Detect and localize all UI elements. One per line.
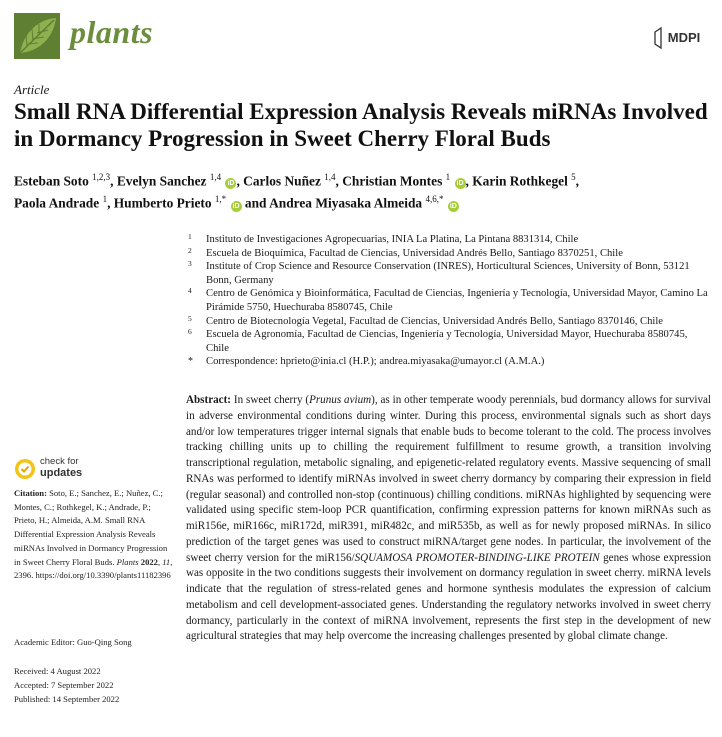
author-affiliation-marker: 1: [102, 194, 108, 205]
author-affiliation-marker: 1: [445, 172, 451, 182]
orcid-icon[interactable]: iD: [456, 180, 464, 188]
author-name: Karin Rothkegel: [472, 173, 568, 189]
publisher-logo: [652, 26, 710, 50]
affiliation-number: *: [188, 356, 193, 368]
affiliation-item: [186, 328, 711, 355]
citation-text: 11: [162, 556, 171, 567]
orcid-icon[interactable]: iD: [449, 202, 457, 210]
affiliation-number: 1: [188, 232, 192, 241]
date-published: Published: 14 September 2022: [14, 694, 120, 704]
affiliation-item: [186, 233, 711, 247]
affiliation-item: [186, 260, 711, 287]
affiliation-number: 2: [188, 245, 192, 255]
abstract-text: SQUAMOSA PROMOTER-BINDING-LIKE PROTEIN: [354, 551, 600, 564]
affiliation-number: 4: [188, 286, 192, 296]
affiliation-item: [186, 355, 711, 369]
affiliation-text: Centro de Genómica y Bioinformática, Facultad de Ciencias, Ingeniería y Tecnología, Universidad Mayor, Camino La Pirámide 5750, Huechuraba 8580745, Chile: [206, 288, 708, 313]
author-affiliation-marker: 5: [571, 172, 576, 182]
publisher-name: MDPI: [667, 30, 701, 45]
article-title: Small RNA Differential Expression Analysis Reveals miRNAs Involved in Dormancy Progression in Sweet Cherry Floral Buds: [14, 99, 708, 151]
affiliation-text: Instituto de Investigaciones Agropecuarias, INIA La Platina, La Pintana 8831314, Chile: [206, 234, 579, 245]
author-name: Humberto Prieto: [113, 195, 212, 211]
check-for-updates-button[interactable]: [14, 455, 114, 483]
journal-logo: [14, 13, 60, 59]
author-name: Carlos Nuñez: [243, 173, 321, 189]
author-separator: and: [241, 195, 270, 211]
author-separator: ,: [465, 173, 473, 189]
abstract-text: Prunus avium: [309, 394, 372, 406]
citation-text: 2022: [140, 556, 158, 567]
affiliation-text: Escuela de Bioquímica, Facultad de Ciencias, Universidad Andrés Bello, Santiago 8370251, Chile: [206, 247, 623, 259]
affiliation-item: [186, 247, 711, 261]
citation-text: Soto, E.; Sanchez, E.; Nuñez, C.; Montes, C.; Rothkegel, K.; Andrade, P.; Prieto, H.; Almeida, A.M. Small RNA Differential Expression Analysis Reveals miRNAs Involved in Dormancy Progression in Sweet Cherry Floral Buds.: [14, 488, 168, 567]
orcid-icon[interactable]: iD: [227, 180, 235, 188]
author-name: Christian Montes: [342, 173, 443, 189]
author-affiliation-marker: 1,*: [214, 194, 227, 205]
affiliation-number: 3: [188, 259, 192, 269]
author-separator: ,: [107, 195, 114, 211]
affiliations: [186, 233, 711, 369]
abstract-text: ), as in other temperate woody perennials, bud dormancy allows for survival in adverse environmental conditions during winter. During this process, environmental signals such as short days and/or low temperatures trigger internal signals that enable buds to become tolerant to the cold. The process involves tracking chilling units up to chilling the requirement fulfillment to resume growth, a transition involving transcriptional regulation, metabolic signaling, and epigenetic-related regulatory events. Massive sequencing of small RNAs was performed to identify miRNAs involved in sweet cherry dormancy by comparing their expression in field (regular seasonal) and controlled non-stop (continuous) chilling conditions. miRNAs highlighted by sequencing were validated using specific stem-loop PCR quantification, confirming expression patterns for known miRNAs such as miR156e, miR166c, miR172d, miR391, miR482c, and miR535b, as well as for newly proposed miRNAs. In silico prediction of the target genes was used to construct miRNA/target gene nodes. In particular, the involvement of the sweet cherry version for the miR156/: [186, 394, 712, 564]
journal-name: plants: [70, 14, 154, 50]
author-affiliation-marker: 1,2,3: [92, 172, 111, 182]
author-name: Esteban Soto: [14, 173, 89, 189]
date-received: Received: 4 August 2022: [14, 666, 101, 676]
academic-editor: Academic Editor: Guo-Qing Song: [14, 637, 132, 647]
leaf-icon: [14, 13, 60, 59]
abstract: [186, 393, 711, 645]
citation-label: Citation:: [14, 488, 47, 498]
affiliation-text: Correspondence: hprieto@inia.cl (H.P.); andrea.miyasaka@umayor.cl (A.M.A.): [206, 356, 545, 368]
abstract-text: In sweet cherry (: [230, 394, 310, 406]
author-list: [14, 168, 714, 213]
abstract-label: Abstract:: [186, 394, 231, 406]
affiliation-text: Centro de Biotecnología Vegetal, Facultad de Ciencias, Universidad Andrés Bello, Santiago 8370146, Chile: [206, 315, 664, 327]
author-separator: ,: [110, 173, 117, 189]
citation-text: ,: [157, 556, 163, 567]
author-affiliation-marker: 1,4: [209, 172, 222, 182]
author-name: Paola Andrade: [14, 195, 100, 211]
author-name: Evelyn Sanchez: [116, 173, 207, 189]
citation-text: , 2396. https://doi.org/10.3390/plants11182396: [14, 556, 173, 581]
orcid-icon[interactable]: iD: [232, 202, 240, 210]
author-affiliation-marker: 1,4: [324, 172, 336, 182]
author-affiliation-marker: 4,6,*: [425, 194, 444, 205]
author-separator: ,: [335, 173, 343, 189]
check-updates-line2: updates: [40, 467, 83, 479]
author-name: Andrea Miyasaka Almeida: [269, 195, 423, 211]
affiliation-number: 5: [188, 313, 192, 323]
affiliation-item: [186, 287, 711, 314]
author-separator: ,: [575, 173, 580, 189]
check-updates-icon: [14, 458, 36, 480]
abstract-text: genes whose expression was opposite in the two conditions suggests their involvement on dormancy regulation in sweet cherry. miRNA levels indicate that the regulation of stress-related genes and hormone synthesis modulates the expression of calcium metabolism and cell development-associated genes. Understanding the regulatory networks involved in sweet cherry dormancy, particularly in the context of miRNA involvement, represents the first step in the development of new agricultural strategies that may help overcome the increasing challenges presented by global climate change.: [186, 551, 711, 643]
citation-text: Plants: [116, 556, 139, 567]
citation-block: [14, 487, 174, 583]
affiliation-item: [186, 315, 711, 329]
date-accepted: Accepted: 7 September 2022: [14, 680, 114, 690]
affiliation-text: Institute of Crop Science and Resource Conservation (INRES), Horticultural Sciences, University of Bonn, 53121 Bonn, Germany: [206, 261, 690, 286]
affiliation-number: 6: [188, 327, 192, 337]
check-updates-line1: check for: [40, 456, 79, 467]
article-type: Article: [14, 82, 50, 97]
author-separator: ,: [236, 173, 244, 189]
affiliation-text: Escuela de Agronomía, Facultad de Ciencias, Ingeniería y Tecnología, Universidad Mayor, Huechuraba 8580745, Chile: [206, 329, 688, 354]
